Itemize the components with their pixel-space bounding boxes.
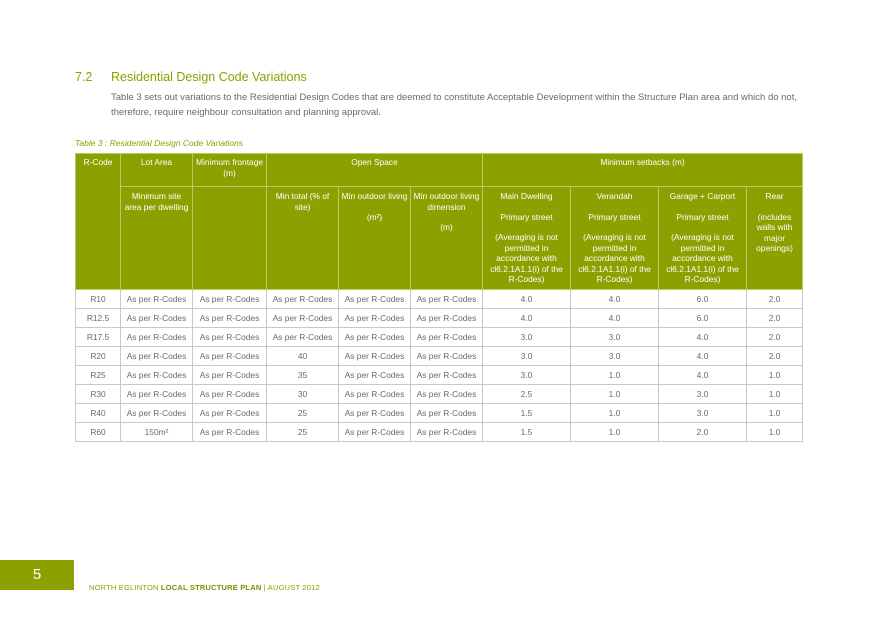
table-cell: As per R-Codes xyxy=(411,385,483,404)
table-cell: As per R-Codes xyxy=(193,366,267,385)
outdoor-living-label: Min outdoor living xyxy=(341,191,408,201)
header-min-frontage: Minimum frontage (m) xyxy=(193,154,267,187)
table-row xyxy=(76,328,803,347)
table-cell: 2.0 xyxy=(747,347,803,366)
table-cell: 2.0 xyxy=(659,423,747,442)
header-outdoor-dimension xyxy=(411,187,483,290)
table-cell: 6.0 xyxy=(659,290,747,309)
header-garage-carport xyxy=(659,187,747,290)
garage-label: Garage + Carport xyxy=(669,191,736,201)
table-cell: 4.0 xyxy=(483,309,571,328)
section-number: 7.2 xyxy=(75,70,93,84)
header-setbacks: Minimum setbacks (m) xyxy=(483,154,803,187)
table-cell: 1.5 xyxy=(483,423,571,442)
table-cell: As per R-Codes xyxy=(411,347,483,366)
table-cell: As per R-Codes xyxy=(411,423,483,442)
table-cell: 3.0 xyxy=(571,347,659,366)
table-cell: 1.0 xyxy=(747,404,803,423)
main-dwelling-street: Primary street xyxy=(500,211,553,222)
table-cell: 3.0 xyxy=(483,347,571,366)
outdoor-dimension-unit: (m) xyxy=(440,222,453,232)
outdoor-living-unit: (m²) xyxy=(366,211,383,222)
header-min-site-area: Minimum site area per dwelling xyxy=(121,187,193,290)
verandah-label: Verandah xyxy=(596,191,633,201)
table-row xyxy=(76,404,803,423)
table-cell: As per R-Codes xyxy=(193,309,267,328)
table-cell: As per R-Codes xyxy=(411,328,483,347)
main-dwelling-label: Main Dwelling xyxy=(500,191,553,201)
table-cell: As per R-Codes xyxy=(339,423,411,442)
table-cell: As per R-Codes xyxy=(121,366,193,385)
table-cell: 40 xyxy=(267,347,339,366)
rcode-cell: R60 xyxy=(76,423,121,442)
table-cell: As per R-Codes xyxy=(339,309,411,328)
table-cell: 2.0 xyxy=(747,309,803,328)
header-min-total: Min total (% of site) xyxy=(267,187,339,290)
table-cell: As per R-Codes xyxy=(339,385,411,404)
table-cell: As per R-Codes xyxy=(193,290,267,309)
rcode-cell: R25 xyxy=(76,366,121,385)
table-cell: As per R-Codes xyxy=(193,385,267,404)
main-dwelling-note: (Averaging is not permitted in accordance with cl6.2.1A1.1(i) of the R-Codes) xyxy=(490,232,563,284)
table-cell: 4.0 xyxy=(659,366,747,385)
garage-street: Primary street xyxy=(676,211,729,222)
table-row xyxy=(76,423,803,442)
table-cell: As per R-Codes xyxy=(339,328,411,347)
table-caption: Table 3 : Residential Design Code Variations xyxy=(75,138,244,148)
table-cell: 1.0 xyxy=(571,366,659,385)
table-cell: As per R-Codes xyxy=(339,366,411,385)
table-body xyxy=(76,290,803,442)
table-row xyxy=(76,290,803,309)
table-cell: 2.0 xyxy=(747,328,803,347)
header-verandah xyxy=(571,187,659,290)
table-cell: 4.0 xyxy=(483,290,571,309)
table-cell: 4.0 xyxy=(571,309,659,328)
verandah-note: (Averaging is not permitted in accordance with cl6.2.1A1.1(i) of the R-Codes) xyxy=(578,232,651,284)
table-cell: As per R-Codes xyxy=(267,290,339,309)
table-cell: As per R-Codes xyxy=(411,404,483,423)
page-number-box xyxy=(0,560,74,590)
table-cell: 35 xyxy=(267,366,339,385)
intro-paragraph: Table 3 sets out variations to the Residential Design Codes that are deemed to constitute Acceptable Development within the Structure Plan area and which do not, therefore, require neighbour consultation and planning approval. xyxy=(111,92,797,118)
table-row xyxy=(76,366,803,385)
table-cell: 1.5 xyxy=(483,404,571,423)
table-cell: 1.0 xyxy=(747,385,803,404)
table-cell: 2.5 xyxy=(483,385,571,404)
footer-prefix: NORTH EGLINTON xyxy=(89,583,159,592)
header-lot-area: Lot Area xyxy=(121,154,193,187)
table-cell: As per R-Codes xyxy=(267,328,339,347)
table-cell: As per R-Codes xyxy=(411,290,483,309)
table-cell: As per R-Codes xyxy=(121,404,193,423)
rear-note: (includes walls with major openings) xyxy=(756,211,793,253)
table-cell: As per R-Codes xyxy=(121,385,193,404)
table-cell: 4.0 xyxy=(659,328,747,347)
table-cell: As per R-Codes xyxy=(193,404,267,423)
section-title: Residential Design Code Variations xyxy=(111,70,307,84)
table-cell: 3.0 xyxy=(483,366,571,385)
header-rcode: R-Code xyxy=(76,154,121,290)
rcode-cell: R30 xyxy=(76,385,121,404)
rcode-variations-table xyxy=(75,153,803,442)
header-main-dwelling xyxy=(483,187,571,290)
table-row xyxy=(76,385,803,404)
table-cell: As per R-Codes xyxy=(193,347,267,366)
table-cell: 150m² xyxy=(121,423,193,442)
page-number: 5 xyxy=(32,566,42,583)
header-outdoor-living xyxy=(339,187,411,290)
table-cell: As per R-Codes xyxy=(121,290,193,309)
table-cell: 25 xyxy=(267,423,339,442)
table-cell: As per R-Codes xyxy=(121,347,193,366)
table-cell: As per R-Codes xyxy=(411,309,483,328)
footer-separator: | xyxy=(263,583,266,592)
garage-note: (Averaging is not permitted in accordance with cl6.2.1A1.1(i) of the R-Codes) xyxy=(666,232,739,284)
table-cell: 3.0 xyxy=(659,385,747,404)
table-cell: As per R-Codes xyxy=(411,366,483,385)
table-cell: 1.0 xyxy=(571,385,659,404)
table-cell: 1.0 xyxy=(571,423,659,442)
rcode-cell: R10 xyxy=(76,290,121,309)
footer-label xyxy=(89,583,320,592)
verandah-street: Primary street xyxy=(588,211,641,222)
rear-label: Rear xyxy=(765,191,784,201)
header-rear xyxy=(747,187,803,290)
table-cell: As per R-Codes xyxy=(121,328,193,347)
table-cell: 30 xyxy=(267,385,339,404)
section-heading xyxy=(75,70,307,84)
header-open-space: Open Space xyxy=(267,154,483,187)
footer-title: LOCAL STRUCTURE PLAN xyxy=(160,583,262,592)
table-cell: As per R-Codes xyxy=(121,309,193,328)
table-cell: 3.0 xyxy=(483,328,571,347)
table-cell: As per R-Codes xyxy=(339,290,411,309)
rcode-cell: R17.5 xyxy=(76,328,121,347)
rcode-cell: R12.5 xyxy=(76,309,121,328)
table-cell: As per R-Codes xyxy=(339,347,411,366)
table-cell: As per R-Codes xyxy=(193,423,267,442)
table-cell: 3.0 xyxy=(571,328,659,347)
rcode-cell: R20 xyxy=(76,347,121,366)
table-cell: 4.0 xyxy=(659,347,747,366)
table-cell: 3.0 xyxy=(659,404,747,423)
table-cell: 1.0 xyxy=(747,423,803,442)
table-row xyxy=(76,309,803,328)
table-cell: As per R-Codes xyxy=(339,404,411,423)
table-cell: 1.0 xyxy=(571,404,659,423)
table-cell: As per R-Codes xyxy=(267,309,339,328)
footer-date: AUGUST 2012 xyxy=(267,583,320,592)
table-cell: 2.0 xyxy=(747,290,803,309)
table-cell: 1.0 xyxy=(747,366,803,385)
table-row xyxy=(76,347,803,366)
table-cell: 6.0 xyxy=(659,309,747,328)
header-frontage-blank xyxy=(193,187,267,290)
table-cell: 25 xyxy=(267,404,339,423)
table-cell: 4.0 xyxy=(571,290,659,309)
outdoor-dimension-label: Min outdoor living dimension xyxy=(413,191,480,212)
rcode-cell: R40 xyxy=(76,404,121,423)
table-cell: As per R-Codes xyxy=(193,328,267,347)
